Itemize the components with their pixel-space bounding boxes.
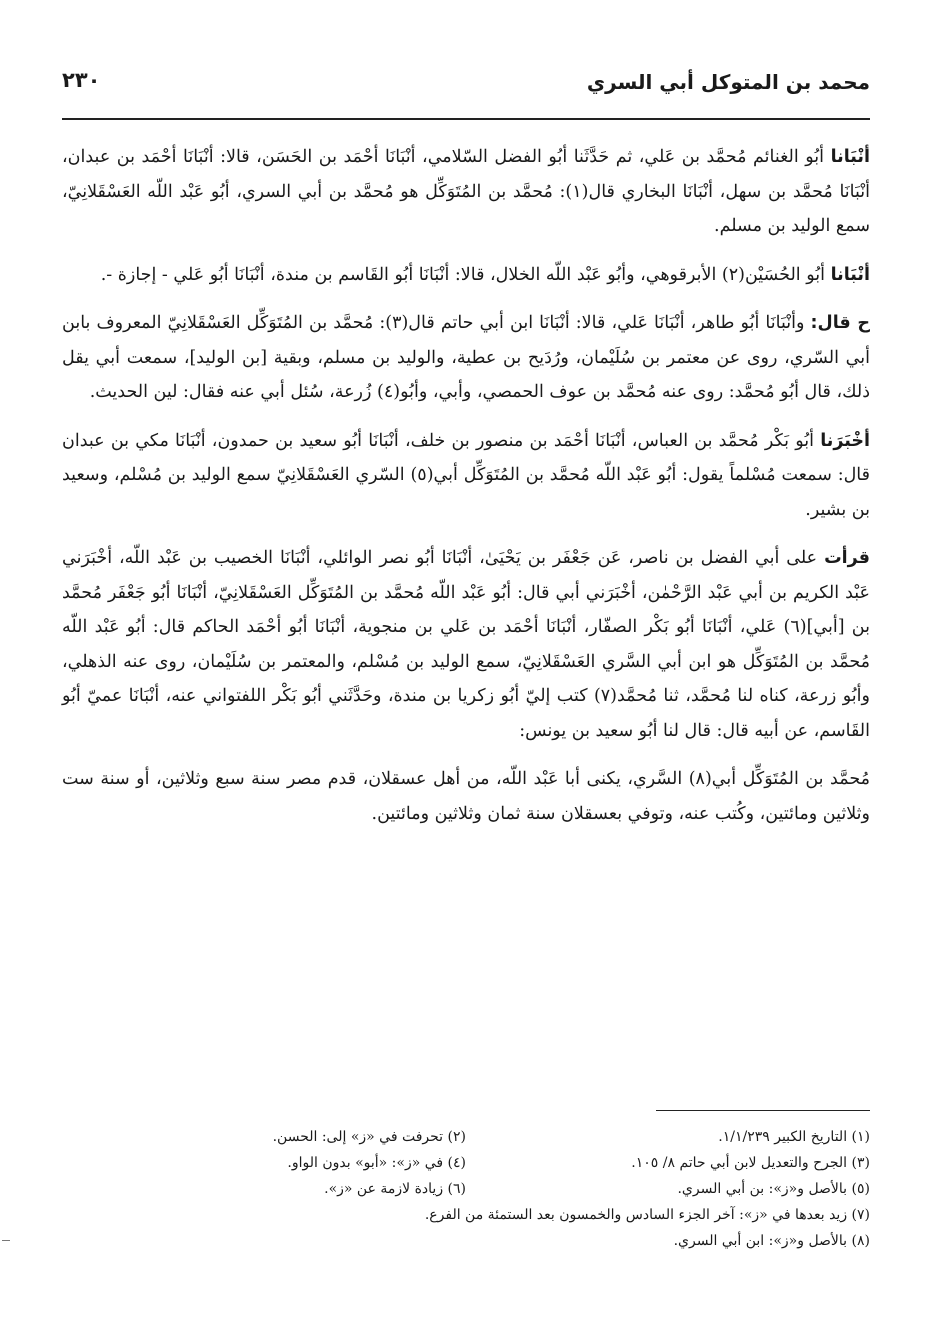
paragraph-lead: أنْبَانا (830, 147, 870, 167)
scan-edge-mark (2, 1240, 10, 1241)
paragraph-text: أبُو الغنائم مُحمَّد بن عَلي، ثم حَدَّثَنا أبُو الفضل السّلامي، أنْبَانَا أحْمَد بن الحَسَن، قالا: أنْبَانَا أحْمَد بن عبدان، أنْبَانَا مُحمَّد بن سهل، أنْبَانَا البخاري قال(١): مُحمَّد بن المُتَوَكِّل هو مُحمَّد بن أبي السري، أبُو عَبْد اللّه العَسْقَلانِيّ، سمع الوليد بن مسلم. (62, 147, 870, 236)
footnote-8: (٨) بالأصل و«ز»: ابن أبي السري. (673, 1233, 870, 1249)
running-title: محمد بن المتوكل أبي السري (586, 70, 870, 94)
paragraph-lead: أخْبَرَنا (820, 430, 870, 451)
page-header (62, 62, 870, 114)
paragraph-6 (62, 762, 870, 831)
paragraph-3 (62, 306, 870, 410)
book-page (62, 62, 870, 1317)
footnote-2: (٢) تحرفت في «ز» إلى: الحسن. (272, 1129, 466, 1145)
paragraph-2 (62, 258, 870, 293)
header-rule (62, 118, 870, 120)
paragraph-text: أبُو الحُسَيْن(٢) الأبرقوهي، وأبُو عَبْد اللّه الخلال، قالا: أنْبَانَا أبُو القَاسم بن مندة، أنْبَانَا أبُو عَلي - إجازة -. (100, 264, 831, 285)
footnote-7: (٧) زيد بعدها في «ز»: آخر الجزء السادس والخمسون بعد الستمئة من الفرع. (424, 1207, 870, 1223)
footnote-row (62, 1202, 870, 1228)
footnote-separator (656, 1110, 870, 1111)
footnote-row (62, 1124, 870, 1150)
footnote-1: (١) التاريخ الكبير ١/١/٢٣٩. (718, 1129, 870, 1145)
page-number: ٢٣٠ (62, 68, 101, 92)
paragraph-5 (62, 541, 870, 748)
footnote-5: (٥) بالأصل و«ز»: بن أبي السري. (677, 1181, 870, 1197)
footnotes (62, 1124, 870, 1254)
footnote-row (62, 1176, 870, 1202)
paragraph-lead: ح قال: (810, 313, 870, 333)
paragraph-text: أبُو بَكْر مُحمَّد بن العباس، أنْبَانَا أحْمَد بن منصور بن خلف، أنْبَانَا أبُو سعيد بن حمدون، أنْبَانَا مكي بن عبدان قال: سمعت مُسْلماً يقول: أبُو عَبْد اللّه مُحمَّد بن المُتَوَكِّل أبي(٥) السّري العَسْقَلانِيّ سمع الوليد بن مُسْلم، وسعيد بن بشير. (62, 430, 871, 520)
footnote-row (62, 1150, 870, 1176)
footnote-4: (٤) في «ز»: «أبو» بدون الواو. (287, 1155, 466, 1171)
paragraph-text: وأنْبَانَا أبُو طاهر، أنْبَانَا عَلي، قالا: أنْبَانَا ابن أبي حاتم قال(٣): مُحمَّد بن المُتَوَكِّل العَسْقَلانِيّ المعروف بابن أبي السّري، روى عن معتمر بن سُلَيْمان، ورُدَيح بن عطية، والوليد بن مسلم، وبقية [بن الوليد]، سمعت أبي يقل ذلك، قال أبُو مُحمَّد: روى عنه مُحمَّد بن عوف الحمصي، وأبي، وأبُو(٤) زُرعة، سُئل أبي عنه فقال: لين الحديث. (62, 313, 870, 402)
paragraph-lead: أنْبَانا (830, 264, 870, 285)
paragraph-text: على أبي الفضل بن ناصر، عَن جَعْفَر بن يَحْيَىٰ، أنْبَانَا أبُو نصر الوائلي، أنْبَانَا الخصيب بن عَبْد اللّه، أخْبَرَني عَبْد الكريم بن أبي عَبْد الرَّحْمٰن، أخْبَرَني أبي قال: أبُو عَبْد اللّه مُحمَّد بن المُتَوَكِّل العَسْقَلانِيّ، أنْبَانَا أبُو جَعْفَر مُحمَّد بن [أبي](٦) عَلي، أنْبَانَا أبُو بَكْر الصفّار، أنْبَانَا أحْمَد بن عَلي بن منجوية، أنْبَانَا أبُو أحْمَد الحاكم قال: أبُو عَبْد اللّه مُحمَّد بن المُتَوَكِّل هو ابن أبي السَّري العَسْقَلانِيّ، سمع الوليد بن مُسْلم، والمعتمر بن سُلَيْمان، روى عنه الذهلي، وأبُو زرعة، كناه لنا مُحمَّد، ثنا مُحمَّد(٧) كتب إليّ أبُو زكريا بن مندة، وحَدَّثَني أبُو بَكْر اللفتواني عنه، أنْبَانَا عميّ أبُو القَاسم، عن أبيه قال: قال لنا أبُو سعيد بن يونس: (62, 548, 870, 741)
paragraph-4 (62, 424, 870, 528)
footnote-3: (٣) الجرح والتعديل لابن أبي حاتم ٨/ ١٠٥. (631, 1155, 870, 1171)
footnote-row (62, 1228, 870, 1254)
main-text (62, 140, 870, 845)
paragraph-1 (62, 140, 870, 244)
paragraph-lead: قرأت (824, 548, 870, 568)
paragraph-text: مُحمَّد بن المُتَوَكِّل أبي(٨) السَّري، يكنى أبا عَبْد اللّه، من أهل عسقلان، قدم مصر سنة سبع وثلاثين، أو سنة ست وثلاثين ومائتين، وكُتب عنه، وتوفي بعسقلان سنة ثمان وثلاثين ومائتين. (62, 769, 870, 824)
footnote-6: (٦) زيادة لازمة عن «ز». (324, 1181, 466, 1197)
